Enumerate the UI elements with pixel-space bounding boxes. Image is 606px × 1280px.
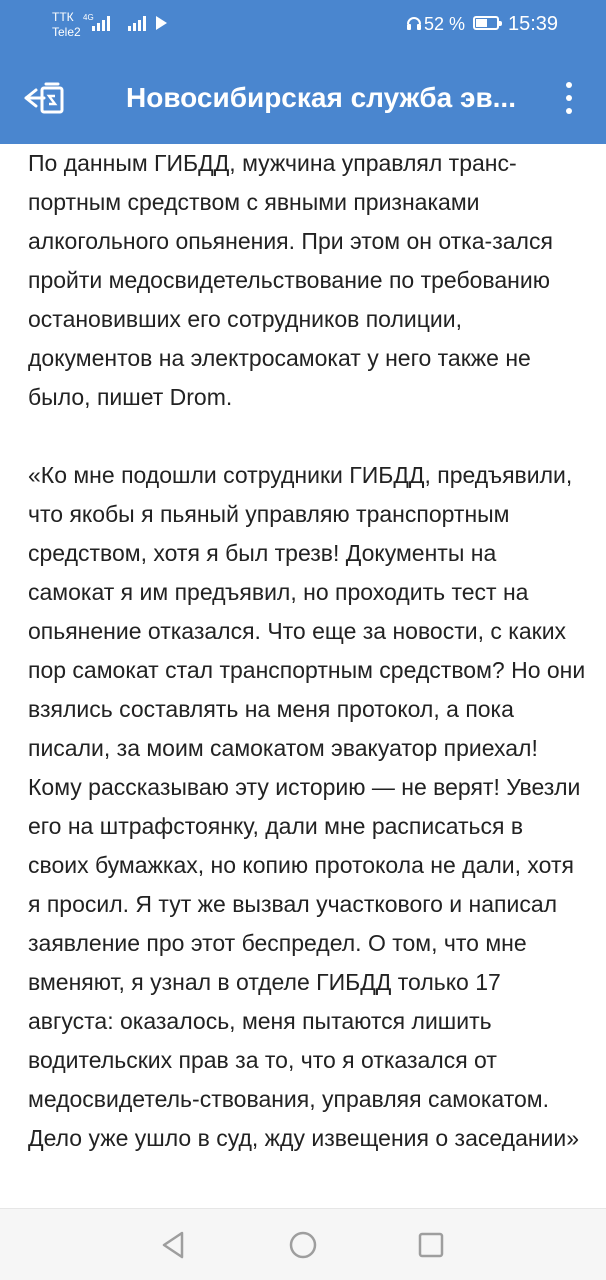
headphones-icon	[406, 14, 422, 36]
back-arrow-icon[interactable]	[22, 76, 70, 120]
article-body[interactable]	[28, 144, 588, 1212]
back-triangle-icon[interactable]	[154, 1225, 194, 1265]
signal-icon	[92, 15, 110, 31]
status-bar	[0, 0, 606, 52]
network-type-label: 4G	[83, 13, 94, 22]
system-navigation-bar	[0, 1208, 606, 1280]
article-quote-paragraph: «Ко мне подошли сотрудники ГИБДД, предъявили, что якобы я пьяный управляю транспортным средством, хотя я был трезв! Документы на самокат я им предъявил, но проходить тест на опьянение отказался. Что еще за новости, с каких пор самокат стал транспортным средством? Но они взялись составлять на меня протокол, а пока писали, за моим самокатом эвакуатор приехал! Кому рассказываю эту историю — не верят! Увезли его на штрафстоянку, дали мне расписаться в своих бумажках, но копию протокола не дали, хотя я просил. Я тут же вызвал участкового и написал заявление про этот беспредел. О том, что мне вменяют, я узнал в отделе ГИБДД только 17 августа: оказалось, меня пытаются лишить водительских прав за то, что я отказался от медосвидетель-ствования, управляя самокатом. Дело уже ушло в суд, жду извещения о заседании»	[28, 462, 586, 1151]
app-toolbar	[0, 52, 606, 144]
carrier-name-secondary: Tele2	[52, 25, 81, 39]
battery-icon	[473, 16, 499, 30]
page-title: Новосибирская служба эв...	[126, 82, 516, 113]
carrier-name-primary: ТТК	[52, 10, 74, 24]
carrier-info	[52, 10, 81, 40]
home-circle-icon[interactable]	[283, 1225, 323, 1265]
article-paragraph: По данным ГИБДД, мужчина управлял транс-портным средством с явными признаками алкогольного опьянения. При этом он отка-зался пройти медосвидетельствование по требованию остановивших его сотрудников полиции, документов на электросамокат у него также не было, пишет Drom.	[28, 150, 553, 410]
play-icon	[156, 16, 167, 30]
more-vert-icon[interactable]	[554, 78, 584, 118]
recents-square-icon[interactable]	[411, 1225, 451, 1265]
battery-percent: 52 %	[424, 14, 466, 34]
signal-icon-secondary	[128, 15, 146, 31]
clock: 15:39	[508, 13, 559, 35]
